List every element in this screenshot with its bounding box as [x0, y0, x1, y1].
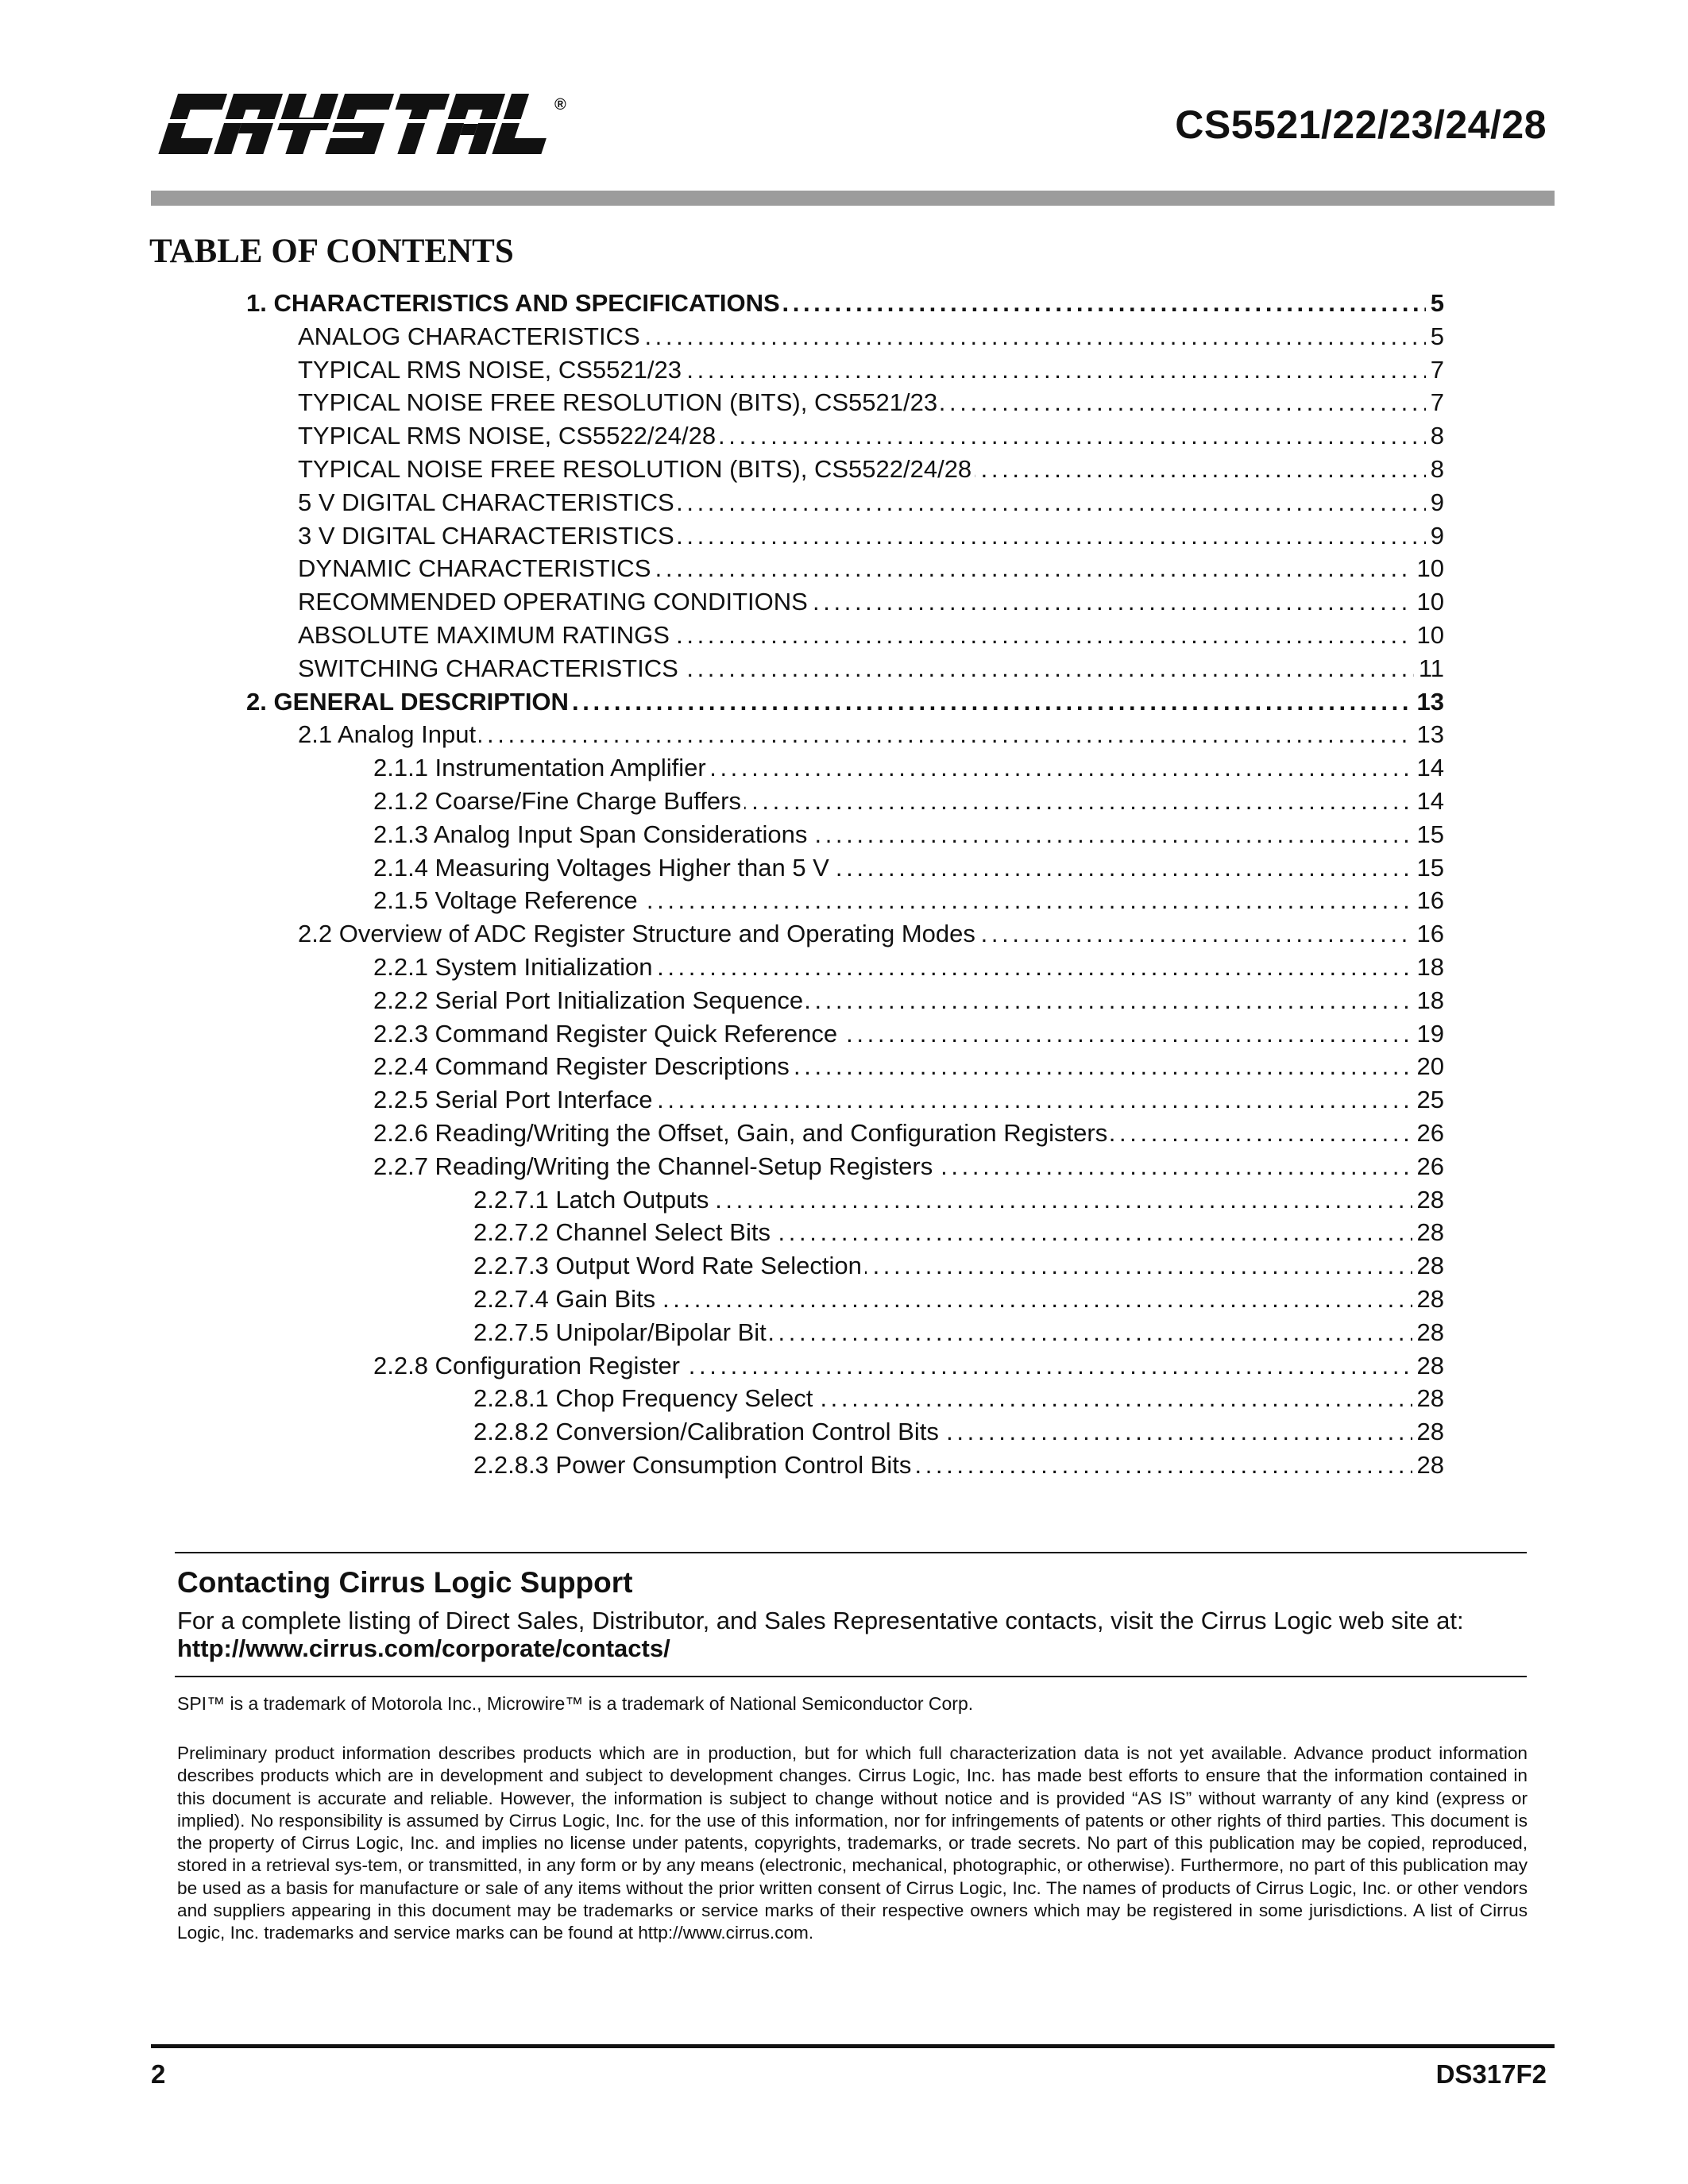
toc-entry-page: 19	[1412, 1018, 1444, 1050]
toc-entry-page: 16	[1412, 918, 1444, 950]
toc-entry-page: 28	[1412, 1449, 1444, 1481]
toc-entry-page: 28	[1412, 1317, 1444, 1349]
toc-entry[interactable]	[373, 1117, 1444, 1149]
toc-entry[interactable]	[298, 420, 1444, 452]
toc-entry-page: 8	[1426, 453, 1444, 485]
toc-entry[interactable]	[373, 1350, 1444, 1382]
support-link[interactable]: http://www.cirrus.com/corporate/contacts/	[177, 1634, 670, 1662]
toc-entry-page: 28	[1412, 1184, 1444, 1216]
support-bottom-rule	[175, 1676, 1527, 1677]
document-code: DS317F2	[1435, 2059, 1547, 2089]
toc-entry-title: 2.2.8.2 Conversion/Calibration Control Bits	[473, 1418, 942, 1445]
toc-entry-page: 9	[1426, 487, 1444, 519]
toc-entry[interactable]	[298, 586, 1444, 618]
toc-entry-title: 2.2 Overview of ADC Register Structure and Operating Modes	[298, 920, 979, 947]
toc-entry-title: 2.2.7.3 Output Word Rate Selection	[473, 1252, 865, 1279]
toc-entry[interactable]	[373, 1151, 1444, 1183]
toc-entry[interactable]	[298, 918, 1444, 950]
toc-entry-title: 1. CHARACTERISTICS AND SPECIFICATIONS	[246, 289, 783, 317]
toc-entry-title: 2.2.1 System Initialization	[373, 953, 656, 981]
toc-entry-page: 15	[1412, 852, 1444, 884]
toc-entry-title: 2. GENERAL DESCRIPTION	[246, 688, 572, 716]
toc-entry-page: 5	[1426, 287, 1444, 319]
toc-entry[interactable]	[246, 287, 1444, 319]
toc-entry-title: TYPICAL NOISE FREE RESOLUTION (BITS), CS5521/23	[298, 388, 941, 416]
toc-entry-title: 2.2.7 Reading/Writing the Channel-Setup Registers	[373, 1152, 936, 1180]
toc-entry-page: 8	[1426, 420, 1444, 452]
toc-entry-page: 20	[1412, 1051, 1444, 1082]
toc-entry-page: 10	[1412, 619, 1444, 651]
toc-entry-title: 2.1.4 Measuring Voltages Higher than 5 V	[373, 854, 832, 882]
crystal-logo	[151, 89, 572, 160]
page-number: 2	[151, 2059, 166, 2089]
toc-entry-title: 2.2.7.4 Gain Bits	[473, 1285, 659, 1313]
toc-entry[interactable]	[373, 1018, 1444, 1050]
toc-entry-page: 7	[1426, 387, 1444, 419]
toc-entry-title: 3 V DIGITAL CHARACTERISTICS	[298, 522, 678, 550]
toc-entry-page: 18	[1412, 985, 1444, 1017]
toc-heading: TABLE OF CONTENTS	[149, 233, 514, 270]
toc-entry[interactable]	[373, 1084, 1444, 1116]
footer-rule	[151, 2044, 1555, 2048]
toc-entry[interactable]	[473, 1317, 1444, 1349]
toc-entry-title: 2.1.5 Voltage Reference	[373, 886, 641, 914]
toc-entry-title: 2.2.4 Command Register Descriptions	[373, 1052, 793, 1080]
toc-entry[interactable]	[298, 453, 1444, 485]
toc-entry-title: 2.2.3 Command Register Quick Reference	[373, 1020, 840, 1048]
toc-entry-page: 26	[1412, 1151, 1444, 1183]
toc-entry[interactable]	[473, 1250, 1444, 1282]
toc-entry-title: TYPICAL RMS NOISE, CS5521/23	[298, 356, 685, 384]
toc-entry-page: 10	[1412, 586, 1444, 618]
toc-entry-page: 28	[1412, 1416, 1444, 1448]
toc-entry[interactable]	[298, 619, 1444, 651]
toc-entry-title: 2.2.7.1 Latch Outputs	[473, 1186, 712, 1214]
toc-entry[interactable]	[373, 951, 1444, 983]
toc-entry[interactable]	[473, 1217, 1444, 1248]
part-numbers: CS5521/22/23/24/28	[1175, 102, 1547, 147]
toc-entry-title: 2.2.7.5 Unipolar/Bipolar Bit	[473, 1318, 770, 1346]
toc-entry[interactable]	[298, 553, 1444, 585]
toc-entry-title: 2.2.8 Configuration Register	[373, 1352, 683, 1379]
toc-entry-page: 9	[1426, 520, 1444, 552]
toc-entry-page: 13	[1412, 686, 1444, 718]
toc-entry-page: 15	[1412, 819, 1444, 851]
toc-entry-title: 5 V DIGITAL CHARACTERISTICS	[298, 488, 678, 516]
toc-entry-title: TYPICAL NOISE FREE RESOLUTION (BITS), CS5522/24/28	[298, 455, 975, 483]
toc-entry[interactable]	[473, 1283, 1444, 1315]
toc-entry-title: 2.1.2 Coarse/Fine Charge Buffers	[373, 787, 744, 815]
toc-entry-title: ABSOLUTE MAXIMUM RATINGS	[298, 621, 673, 649]
toc-entry-page: 11	[1414, 653, 1444, 685]
toc-entry[interactable]	[473, 1416, 1444, 1448]
toc-entry-page: 10	[1412, 553, 1444, 585]
toc-entry-page: 7	[1426, 354, 1444, 386]
toc-entry-page: 28	[1412, 1383, 1444, 1414]
toc-entry-title: RECOMMENDED OPERATING CONDITIONS	[298, 588, 811, 615]
toc-entry[interactable]	[373, 785, 1444, 817]
toc-entry-page: 5	[1426, 321, 1444, 353]
toc-entry[interactable]	[298, 653, 1444, 685]
toc-entry[interactable]	[298, 387, 1444, 419]
support-text: For a complete listing of Direct Sales, Distributor, and Sales Representative contacts, visit the Cirrus Logic web site at:	[177, 1607, 1464, 1634]
toc-entry[interactable]	[373, 885, 1444, 916]
toc-entry[interactable]	[373, 852, 1444, 884]
toc-entry[interactable]	[298, 719, 1444, 751]
toc-entry-title: 2.1.1 Instrumentation Amplifier	[373, 754, 709, 781]
toc-entry-page: 16	[1412, 885, 1444, 916]
toc-entry-page: 28	[1412, 1283, 1444, 1315]
toc-entry-page: 25	[1412, 1084, 1444, 1116]
toc-entry-page: 28	[1412, 1217, 1444, 1248]
toc-entry-page: 14	[1412, 752, 1444, 784]
toc-entry[interactable]	[298, 487, 1444, 519]
toc-entry-title: SWITCHING CHARACTERISTICS	[298, 654, 682, 682]
toc-entry-title: 2.2.8.1 Chop Frequency Select	[473, 1384, 816, 1412]
toc-entry-title: 2.2.7.2 Channel Select Bits	[473, 1218, 774, 1246]
toc-entry-page: 18	[1412, 951, 1444, 983]
toc-entry[interactable]	[473, 1383, 1444, 1414]
support-heading: Contacting Cirrus Logic Support	[177, 1566, 633, 1599]
support-top-rule	[175, 1552, 1527, 1553]
trademark-note: SPI™ is a trademark of Motorola Inc., Microwire™ is a trademark of National Semiconductor Corp.	[177, 1693, 974, 1714]
disclaimer-paragraph: Preliminary product information describes products which are in production, but for which full characterization data is not yet available. Advance product information describes products which are in development and subject to development changes. Cirrus Logic, Inc. has made best efforts to ensure that the information contained in this document is accurate and reliable. However, the information is subject to change without notice and is provided “AS IS” without warranty of any kind (express or implied). No responsibility is assumed by Cirrus Logic, Inc. for the use of this information, nor for infringements of patents or other rights of third parties. This document is the property of Cirrus Logic, Inc. and implies no license under patents, copyrights, trademarks, or trade secrets. No part of this publication may be copied, reproduced, stored in a retrieval sys-tem, or transmitted, in any form or by any means (electronic, mechanical, photographic, or otherwise). Furthermore, no part of this publication may be used as a basis for manufacture or sale of any items without the prior written consent of Cirrus Logic, Inc. The names of products of Cirrus Logic, Inc. or other vendors and suppliers appearing in this document may be trademarks or service marks of their respective owners which may be registered in some jurisdictions. A list of Cirrus Logic, Inc. trademarks and service marks can be found at http://www.cirrus.com.	[177, 1743, 1528, 1943]
toc-entry[interactable]	[298, 520, 1444, 552]
toc-entry-title: 2.1 Analog Input	[298, 720, 479, 748]
toc-entry[interactable]	[473, 1184, 1444, 1216]
toc-entry-title: 2.2.8.3 Power Consumption Control Bits	[473, 1451, 914, 1479]
toc-entry-page: 28	[1412, 1350, 1444, 1382]
toc-entry[interactable]	[373, 819, 1444, 851]
toc-entry-page: 26	[1412, 1117, 1444, 1149]
registered-mark: ®	[554, 96, 566, 114]
toc-entry[interactable]	[473, 1449, 1444, 1481]
header-rule	[151, 191, 1555, 206]
toc-entry-title: ANALOG CHARACTERISTICS	[298, 322, 643, 350]
toc-entry-page: 14	[1412, 785, 1444, 817]
toc-entry-title: 2.2.6 Reading/Writing the Offset, Gain, and Configuration Registers	[373, 1119, 1111, 1147]
toc-entry-title: 2.2.2 Serial Port Initialization Sequence	[373, 986, 806, 1014]
toc-entry[interactable]	[246, 686, 1444, 718]
toc-entry[interactable]	[298, 354, 1444, 386]
toc-entry[interactable]	[373, 1051, 1444, 1082]
toc-entry-title: TYPICAL RMS NOISE, CS5522/24/28	[298, 422, 719, 450]
toc-entry-title: 2.1.3 Analog Input Span Considerations	[373, 820, 810, 848]
toc-entry-title: 2.2.5 Serial Port Interface	[373, 1086, 656, 1113]
toc-entry[interactable]	[373, 985, 1444, 1017]
toc-entry-page: 13	[1412, 719, 1444, 751]
toc-entry-title: DYNAMIC CHARACTERISTICS	[298, 554, 654, 582]
toc-entry[interactable]	[373, 752, 1444, 784]
toc-entry[interactable]	[298, 321, 1444, 353]
toc-entry-page: 28	[1412, 1250, 1444, 1282]
